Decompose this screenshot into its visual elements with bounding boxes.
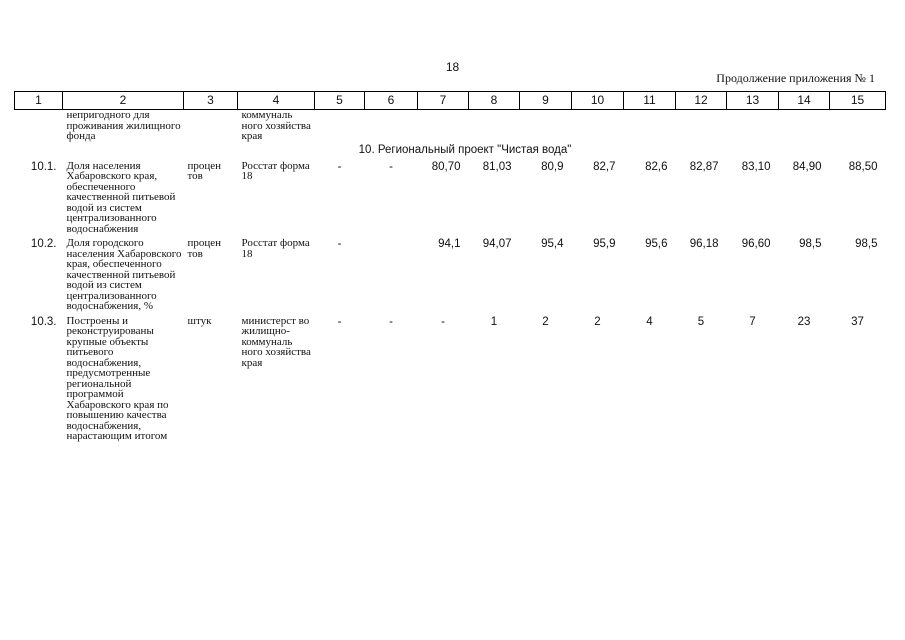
- column-header: 5: [315, 92, 365, 110]
- value-cell: 1: [490, 315, 498, 328]
- value-cell: 7: [749, 315, 756, 328]
- value-cell: 94,1: [438, 238, 461, 250]
- column-header: 7: [418, 92, 469, 110]
- indicator-name: Доля населения Хабаровского края, обеспеченного качественной питьевой водой из систем централизованного водоснабжения: [66, 159, 176, 235]
- data-source: министерст во жилищно- коммуналь ного хозяйства края: [241, 314, 311, 369]
- value-cell: 98,5: [799, 238, 822, 250]
- value-cell: 4: [646, 315, 653, 328]
- column-header: 11: [624, 92, 676, 110]
- value-cell: 96,60: [741, 238, 771, 250]
- value-cell: -: [337, 238, 342, 250]
- value-cell: 96,18: [689, 238, 719, 250]
- data-source: Росстат форма 18: [241, 159, 310, 182]
- table-row: [15, 238, 886, 312]
- page-number: 18: [445, 60, 460, 74]
- indicator-name: Построены и реконструированы крупные объекты питьевого водоснабжения, предусмотренные региональной программой Хабаровского края по повышению качества водоснабжения, нарастающим итогом: [66, 314, 169, 442]
- value-cell: 83,10: [741, 160, 771, 173]
- section-header-row: [15, 142, 886, 161]
- indicators-table: [14, 91, 886, 442]
- value-cell: 88,50: [848, 160, 878, 173]
- value-cell: 95,4: [541, 238, 564, 250]
- row-number: 10.3.: [30, 315, 57, 328]
- value-cell: 23: [797, 315, 811, 328]
- column-header: 13: [727, 92, 779, 110]
- value-cell: 95,9: [593, 238, 616, 250]
- value-cell: 82,7: [593, 160, 616, 173]
- row-number: 10.1.: [30, 160, 57, 173]
- value-cell: [365, 238, 418, 312]
- column-header: 3: [184, 92, 238, 110]
- value-cell: 2: [542, 315, 549, 328]
- value-cell: 80,70: [431, 160, 461, 173]
- value-cell: 82,6: [645, 160, 668, 173]
- value-cell: 80,9: [541, 160, 564, 173]
- value-cell: -: [441, 315, 445, 328]
- column-number-header-row: [15, 92, 886, 110]
- column-header: 8: [469, 92, 520, 110]
- value-cell: 5: [697, 315, 705, 328]
- indicator-name: Доля городского населения Хабаровского края, обеспеченного качественной питьевой водой из систем централизованного водоснабжения, %: [66, 237, 182, 312]
- row-number: 10.2.: [30, 238, 57, 250]
- column-header: 12: [676, 92, 727, 110]
- column-header: 10: [572, 92, 624, 110]
- column-header: 9: [520, 92, 572, 110]
- value-cell: -: [337, 160, 342, 173]
- unit: процен тов: [187, 237, 222, 260]
- table-row: [15, 316, 886, 442]
- appendix-continuation-note: Продолжение приложения № 1: [716, 71, 875, 85]
- unit: процен тов: [187, 159, 222, 182]
- value-cell: 2: [594, 315, 601, 328]
- value-cell: 98,5: [855, 238, 878, 250]
- data-source-continued: коммуналь ного хозяйства края: [241, 109, 311, 142]
- value-cell: -: [389, 315, 393, 328]
- value-cell: 94,07: [482, 238, 512, 250]
- value-cell: -: [337, 315, 342, 328]
- value-cell: 82,87: [689, 160, 719, 173]
- data-source: Росстат форма 18: [241, 237, 310, 260]
- continuation-row: [15, 110, 886, 142]
- value-cell: 81,03: [482, 160, 512, 173]
- value-cell: 37: [851, 315, 864, 328]
- column-header: 14: [779, 92, 830, 110]
- value-cell: 84,90: [792, 160, 822, 173]
- value-cell: -: [389, 160, 393, 173]
- column-header: 2: [63, 92, 184, 110]
- column-header: 4: [238, 92, 315, 110]
- value-cell: 95,6: [645, 238, 668, 250]
- column-header: 15: [830, 92, 886, 110]
- table-row: [15, 161, 886, 235]
- section-title: 10. Региональный проект "Чистая вода": [358, 143, 572, 156]
- unit: штук: [187, 314, 212, 327]
- column-header: 6: [365, 92, 418, 110]
- column-header: 1: [15, 92, 63, 110]
- indicator-name-continued: непригодного для проживания жилищного фонда: [66, 109, 181, 142]
